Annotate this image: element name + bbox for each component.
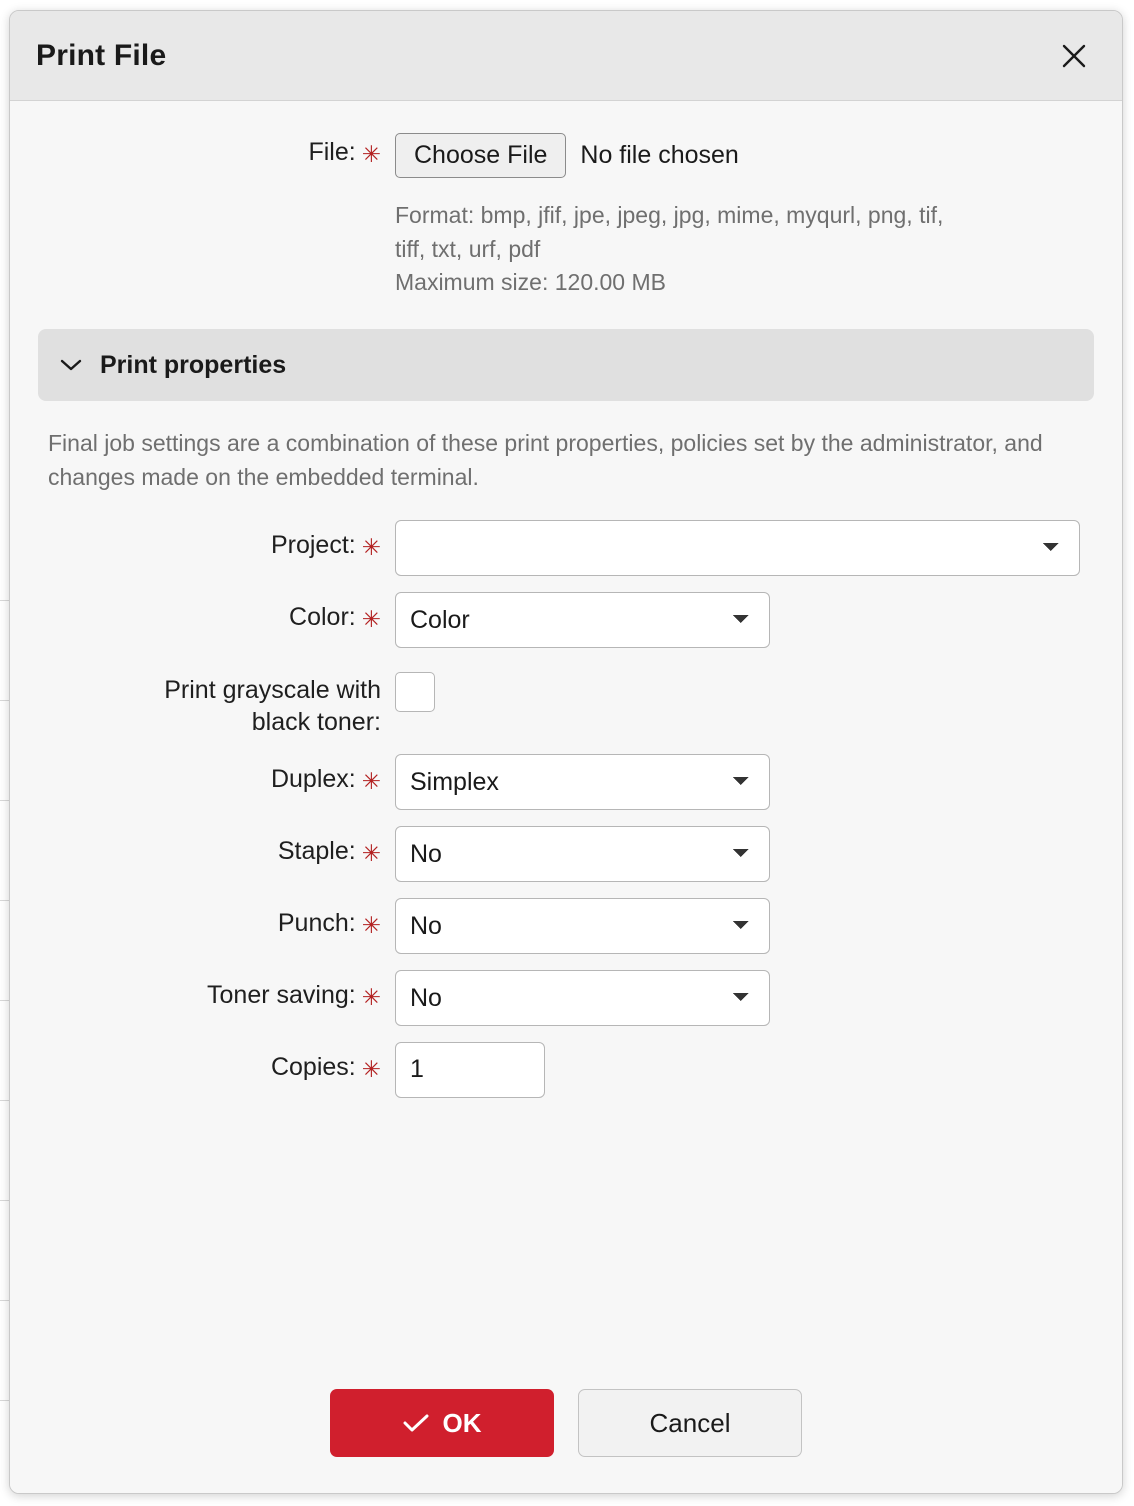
file-format-line-2: tiff, txt, urf, pdf (395, 235, 541, 262)
print-file-dialog (9, 10, 1123, 1494)
check-icon (403, 1413, 429, 1433)
grayscale-label-line-2: black toner: (251, 707, 381, 736)
chevron-down-icon (58, 352, 84, 378)
file-label-text: File: (308, 138, 356, 166)
copies-input[interactable] (395, 1042, 545, 1098)
duplex-select[interactable] (395, 754, 770, 810)
close-icon[interactable] (1054, 36, 1094, 76)
file-row (10, 101, 1122, 299)
cancel-button[interactable]: Cancel (578, 1389, 802, 1457)
required-indicator: ✳ (361, 605, 381, 632)
copies-label (10, 1042, 395, 1082)
required-indicator: ✳ (361, 911, 381, 938)
ok-button[interactable] (330, 1389, 554, 1457)
duplex-label-text: Duplex: (270, 764, 356, 793)
required-indicator: ✳ (361, 767, 381, 794)
project-label-text: Project: (270, 530, 356, 559)
copies-label-text: Copies: (270, 1052, 356, 1081)
dialog-header (10, 11, 1122, 101)
print-properties-accordion[interactable] (38, 329, 1094, 401)
required-indicator: ✳ (361, 533, 381, 560)
required-indicator: ✳ (361, 1055, 381, 1082)
chevron-down-icon-glyph (60, 358, 82, 372)
ok-button-label: OK (442, 1407, 482, 1438)
project-row (10, 520, 1122, 576)
toner-saving-label (10, 970, 395, 1010)
project-label (10, 520, 395, 560)
required-indicator: ✳ (361, 983, 381, 1010)
staple-label-text: Staple: (277, 836, 356, 865)
dialog-body (10, 101, 1122, 1493)
toner-saving-label-text: Toner saving: (207, 980, 356, 1009)
punch-label (10, 898, 395, 938)
print-properties-title: Print properties (100, 350, 287, 379)
file-format-info (395, 200, 1085, 299)
staple-row (10, 826, 1122, 882)
staple-label (10, 826, 395, 866)
close-icon-glyph (1060, 42, 1088, 70)
grayscale-label (10, 664, 395, 738)
punch-label-text: Punch: (277, 908, 356, 937)
file-max-size: Maximum size: 120.00 MB (395, 269, 666, 296)
grayscale-label-line-1: Print grayscale with (164, 675, 381, 704)
file-format-line-1: Format: bmp, jfif, jpe, jpeg, jpg, mime, myqurl, png, tif, (395, 202, 944, 228)
punch-select[interactable] (395, 898, 770, 954)
color-label-text: Color: (289, 602, 356, 631)
required-indicator: ✳ (361, 141, 381, 167)
color-row (10, 592, 1122, 648)
duplex-label (10, 754, 395, 794)
file-chosen-status: No file chosen (580, 141, 739, 169)
dialog-footer (10, 1389, 1122, 1457)
staple-select[interactable] (395, 826, 770, 882)
required-indicator: ✳ (361, 839, 381, 866)
toner-saving-row (10, 970, 1122, 1026)
file-input-group (395, 133, 1122, 178)
punch-row (10, 898, 1122, 954)
toner-saving-select[interactable] (395, 970, 770, 1026)
file-label (10, 137, 395, 167)
project-select[interactable] (395, 520, 1080, 576)
grayscale-row (10, 664, 1122, 738)
color-select[interactable] (395, 592, 770, 648)
grayscale-checkbox[interactable] (395, 672, 435, 712)
print-properties-description: Final job settings are a combination of these print properties, policies set by the administrator, and changes made on the embedded terminal. (48, 430, 1043, 490)
choose-file-button[interactable]: Choose File (395, 133, 566, 178)
color-label (10, 592, 395, 632)
page-title: Print File (36, 38, 167, 72)
copies-row (10, 1042, 1122, 1098)
duplex-row (10, 754, 1122, 810)
print-properties-form (10, 520, 1122, 1098)
file-field (395, 137, 1122, 299)
